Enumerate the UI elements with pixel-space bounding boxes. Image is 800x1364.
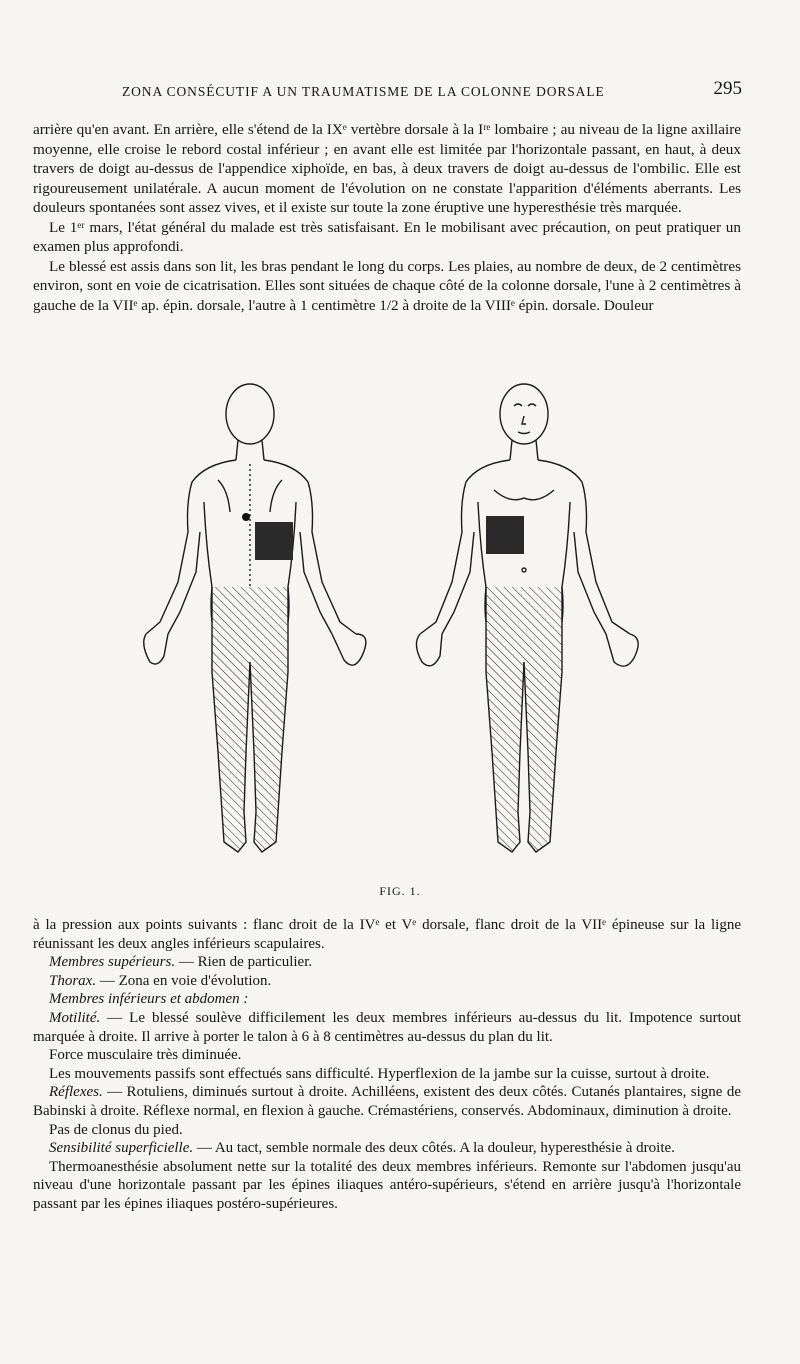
- paragraph-reflexes: [33, 1083, 741, 1120]
- running-title: ZONA CONSÉCUTIF A UN TRAUMATISME DE LA COLONNE DORSALE: [122, 84, 605, 99]
- paragraph-1: arrière qu'en avant. En arrière, elle s'étend de la IXᵉ vertèbre dorsale à la Iʳᵉ lombaire ; au niveau de la ligne axillaire moyenne, elle croise le rebord costal inférieur ; en avant elle est limitée par l'horizontale passant, en haut, à deux travers de doigt au-dessus de l'appendice xiphoïde, en bas, à deux travers de doigt au-dessus de l'ombilic. Elle est rigoureusement unilatérale. A aucun moment de l'évolution on ne constate l'apparition d'éléments aberrants. Les douleurs spontanées sont assez vives, et il existe sur toute la zone éruptive une hyperesthésie très marquée.: [33, 121, 741, 216]
- label-membres-inferieurs: Membres inférieurs et abdomen :: [49, 991, 249, 1008]
- paragraph-pression: à la pression aux points suivants : flanc droit de la IVᵉ et Vᵉ dorsale, flanc droit de la VIIᵉ épineuse sur la ligne réunissant les deux angles inférieurs scapulaires.: [33, 917, 741, 952]
- back-zona-patch: [255, 522, 293, 560]
- front-left-flank: [478, 502, 486, 622]
- back-left-arm-inner: [168, 532, 200, 634]
- front-right-hand: [606, 634, 638, 666]
- page-header: [34, 78, 742, 102]
- text-thorax: — Zona en voie d'évolution.: [96, 972, 272, 989]
- paragraph-thermoanesthesie: Thermoanesthésie absolument nette sur la totalité des deux membres inférieurs. Remonte sur l'abdomen jusqu'au niveau d'une horizontale passant par les épines iliaques antéro-supérieurs, s'étend en arrière jusqu'à l'horizontale passant par les épines iliaques postéro-supérieures.: [33, 1158, 741, 1212]
- back-head: [226, 384, 274, 444]
- paragraph-motilite: [33, 1009, 741, 1046]
- back-left-flank: [204, 502, 212, 622]
- paragraph-2: Le 1ᵉʳ mars, l'état général du malade est très satisfaisant. En le mobilisant avec précaution, on peut pratiquer un examen plus approfondi.: [33, 218, 741, 255]
- paragraph-force: Force musculaire très diminuée.: [49, 1047, 242, 1064]
- front-thermoanesthesia-zone: [486, 587, 562, 852]
- back-left-hand: [144, 634, 168, 664]
- label-reflexes: Réflexes.: [49, 1084, 103, 1101]
- front-zona-patch: [486, 516, 524, 554]
- front-navel: [522, 568, 526, 572]
- paragraph-clonus: Pas de clonus du pied.: [49, 1121, 183, 1138]
- back-wound-mark: [242, 513, 250, 521]
- back-right-arm-inner: [300, 532, 332, 634]
- text-membres-superieurs: — Rien de particulier.: [175, 954, 313, 971]
- label-thorax: Thorax.: [49, 972, 97, 989]
- paragraph-thorax: [33, 972, 741, 991]
- bottom-text-block: [33, 916, 741, 1214]
- label-membres-superieurs: Membres supérieurs.: [49, 954, 176, 971]
- paragraph-membres-inferieurs: [33, 990, 741, 1009]
- paragraph-mouvements: Les mouvements passifs sont effectués sans difficulté. Hyperflexion de la jambe sur la cuisse, surtout à droite.: [49, 1065, 710, 1082]
- back-neck: [236, 440, 264, 460]
- label-motilite: Motilité.: [49, 1009, 101, 1026]
- figure-body-diagram: [0, 372, 800, 892]
- front-right-arm-inner: [574, 532, 606, 634]
- paragraph-sensibilite: [33, 1139, 741, 1158]
- text-reflexes: — Rotuliens, diminués surtout à droite. Achilléens, existent des deux côtés. Cutanés plantaires, signe de Babinski à droite. Réflexe normal, en flexion à gauche. Crémastériens, conservés. Abdominaux, diminution à droite.: [33, 1084, 741, 1119]
- front-head: [500, 384, 548, 444]
- text-sensibilite: — Au tact, semble normale des deux côtés. A la douleur, hyperesthésie à droite.: [193, 1140, 675, 1157]
- text-motilite: — Le blessé soulève difficilement les deux membres inférieurs au-dessus du lit. Impotence surtout marquée à droite. Il arrive à porter le talon à 6 à 8 centimètres au-dessus du plan du lit.: [33, 1009, 741, 1045]
- front-right-flank: [562, 502, 570, 622]
- body-diagram-svg: [0, 372, 800, 892]
- front-neck: [510, 440, 538, 460]
- front-left-arm-inner: [442, 532, 474, 634]
- label-sensibilite: Sensibilité superficielle.: [49, 1140, 194, 1157]
- back-thermoanesthesia-zone: [212, 587, 288, 852]
- page-number: 295: [713, 78, 742, 99]
- back-right-flank: [288, 502, 296, 622]
- front-face: [514, 404, 536, 434]
- figure-caption: FIG. 1.: [379, 884, 421, 898]
- back-right-hand: [332, 634, 366, 665]
- front-pectorals: [494, 490, 554, 500]
- paragraph-3: Le blessé est assis dans son lit, les bras pendant le long du corps. Les plaies, au nombre de deux, de 2 centimètres environ, sont en voie de cicatrisation. Elles sont situées de chaque côté de la colonne dorsale, l'une à 2 centimètres à gauche de la VIIᵉ ap. épin. dorsale, l'autre à 1 centimètre 1/2 à droite de la VIIIᵉ épin. dorsale. Douleur: [33, 257, 741, 314]
- paragraph-membres-superieurs: [33, 953, 741, 972]
- top-text-block: [33, 120, 741, 315]
- front-left-hand: [416, 634, 442, 666]
